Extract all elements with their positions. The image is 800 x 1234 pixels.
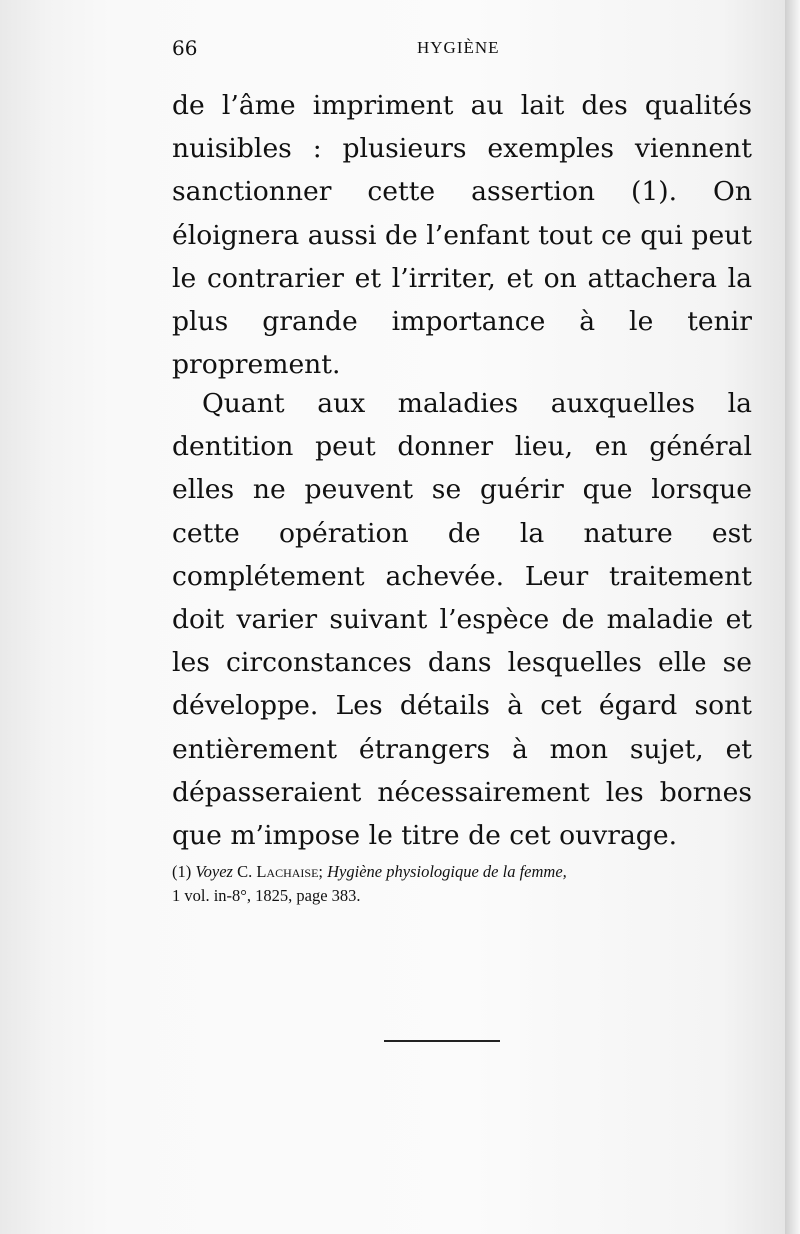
body-paragraph-1: de l’âme impriment au lait des qualités nuisibles : plusieurs exemples viennent sanctionner cette assertion (1). On éloignera aussi de l’enfant tout ce qui peut le contrarier et l’irriter, et on attachera la plus grande importance à le tenir proprement. [172, 90, 752, 381]
body-paragraph-2: Quant aux maladies auxquelles la dentition peut donner lieu, en général elles ne peuvent se guérir que lorsque cette opération de la nature est complétement achevée. Leur traitement doit varier suivant l’espèce de maladie et les circonstances dans lesquelles elle se développe. Les détails à cet égard sont entièrement étrangers à mon sujet, et dépasseraient nécessairement les bornes que m’impose le titre de cet ouvrage. [172, 388, 752, 852]
end-rule [384, 1040, 500, 1042]
footnote-details: 1 vol. in-8°, 1825, page 383. [172, 886, 361, 905]
footnote-work-title: Hygiène physiologique de la femme, [327, 862, 567, 881]
footnote-author: C. Lachaise [237, 862, 319, 881]
footnote-separator: ; [318, 862, 324, 881]
page-number: 66 [172, 36, 198, 60]
running-head [172, 36, 752, 60]
page-edge [785, 0, 800, 1234]
footnote-voyez: Voyez [195, 862, 233, 881]
footnote [172, 860, 752, 908]
running-title: HYGIÈNE [417, 38, 500, 57]
footnote-marker: (1) [172, 862, 192, 881]
